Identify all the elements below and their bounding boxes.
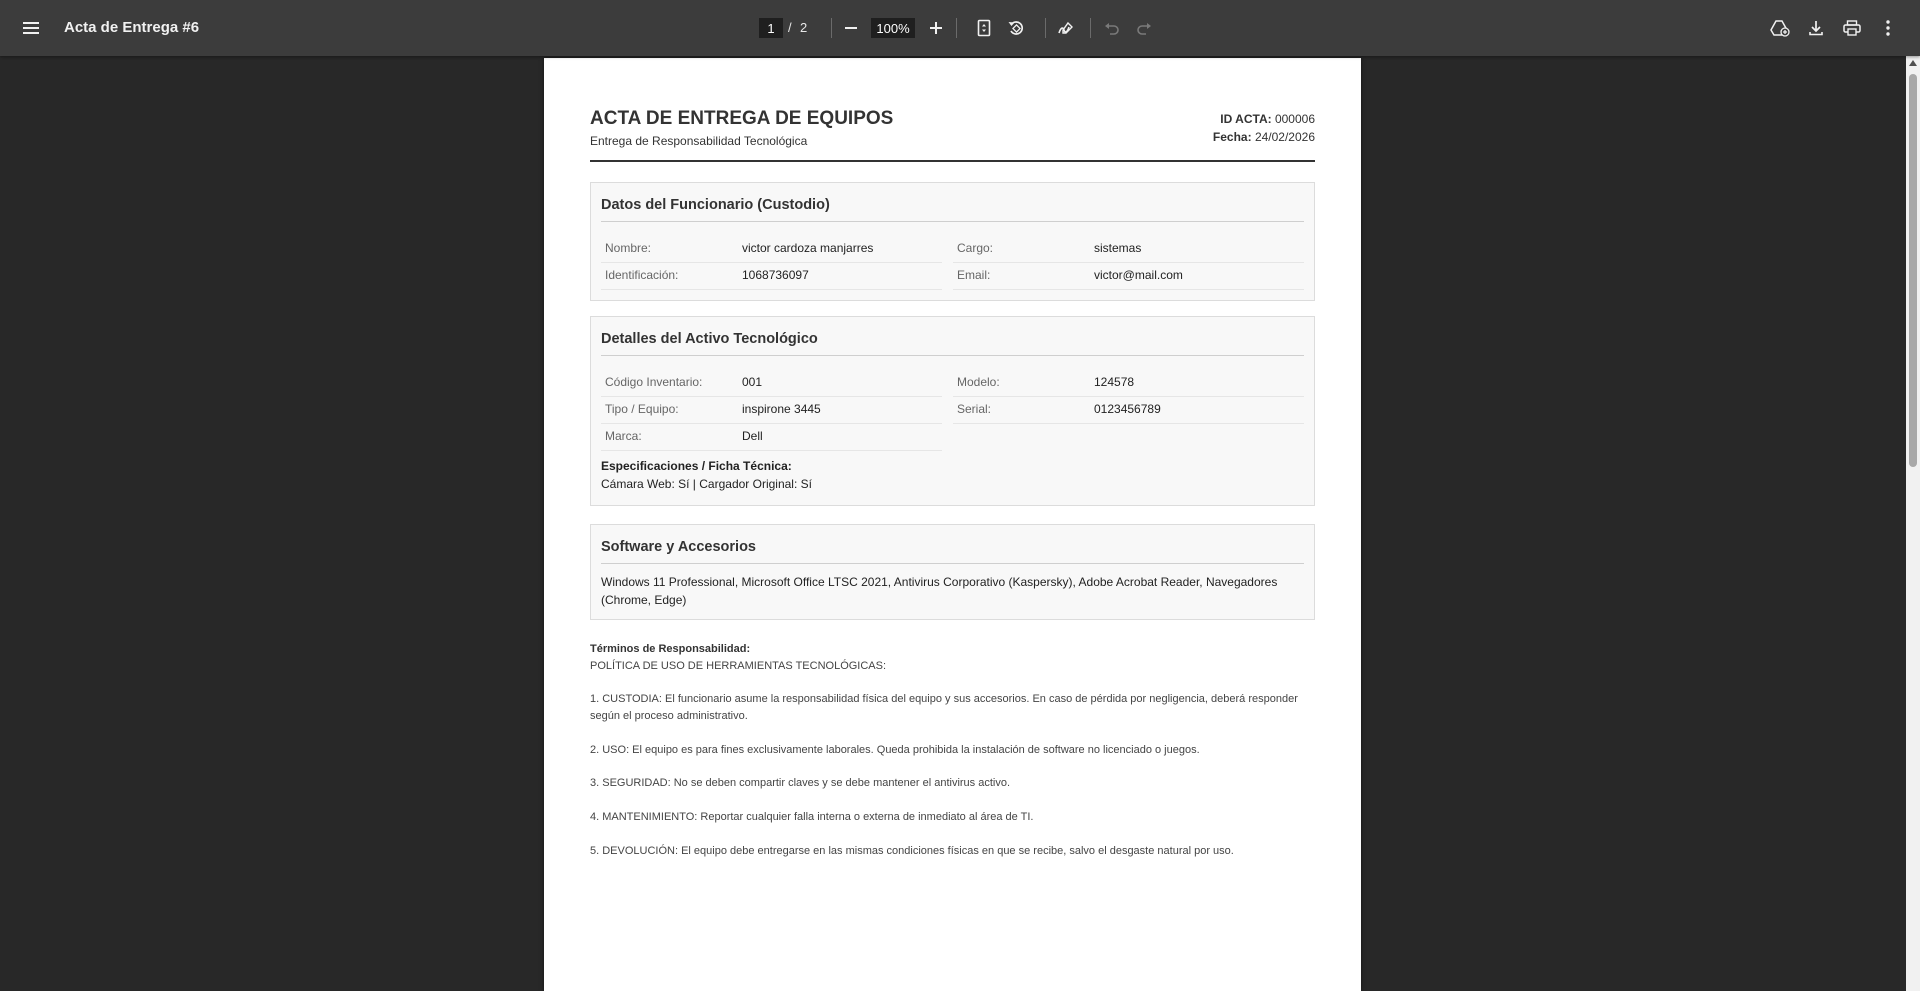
more-options-icon[interactable] — [1874, 14, 1902, 42]
field-label: Modelo: — [957, 375, 1000, 389]
field-row — [953, 369, 1304, 397]
field-label: Identificación: — [605, 268, 679, 282]
save-to-drive-icon[interactable] — [1766, 14, 1794, 42]
download-icon[interactable] — [1802, 14, 1830, 42]
field-value: 001 — [742, 375, 763, 389]
zoom-in-icon[interactable] — [922, 14, 950, 42]
toolbar-divider — [1090, 18, 1091, 38]
field-label: Cargo: — [957, 241, 994, 255]
total-pages: 2 — [800, 20, 808, 35]
field-label: Nombre: — [605, 241, 652, 255]
field-row — [601, 262, 942, 290]
field-row — [953, 262, 1304, 290]
field-row — [953, 396, 1304, 424]
terms-block — [590, 641, 1315, 859]
field-value: 0123456789 — [1094, 402, 1161, 416]
zoom-input[interactable] — [871, 18, 915, 38]
term-item: 4. MANTENIMIENTO: Reportar cualquier falla interna o externa de inmediato al área de TI. — [590, 810, 1034, 823]
field-label: Tipo / Equipo: — [605, 402, 679, 416]
document-title: Acta de Entrega #6 — [64, 19, 200, 36]
toolbar-divider — [831, 18, 832, 38]
toolbar-divider — [956, 18, 957, 38]
field-value: 124578 — [1094, 375, 1135, 389]
scroll-up-arrow-icon[interactable] — [1909, 60, 1917, 66]
term-item: 2. USO: El equipo es para fines exclusivamente laborales. Queda prohibida la instalación de software no licenciado o juegos. — [590, 743, 1200, 756]
section-title: Detalles del Activo Tecnológico — [601, 331, 1304, 356]
software-text: Windows 11 Professional, Microsoft Office LTSC 2021, Antivirus Corporativo (Kaspersky), Adobe Acrobat Reader, Navegadores (Chrome, Edge) — [601, 575, 1278, 607]
menu-icon[interactable] — [18, 14, 46, 42]
undo-icon[interactable] — [1098, 14, 1126, 42]
rotate-icon[interactable] — [1002, 14, 1030, 42]
document-subtitle: Entrega de Responsabilidad Tecnológica — [590, 134, 808, 148]
id-value: 000006 — [1274, 112, 1315, 126]
policy-heading: POLÍTICA DE USO DE HERRAMIENTAS TECNOLÓGICAS: — [590, 659, 887, 672]
terms-heading: Términos de Responsabilidad: — [590, 643, 751, 655]
annotate-icon[interactable] — [1052, 14, 1080, 42]
field-value: Dell — [742, 429, 763, 443]
pdf-page — [544, 58, 1361, 991]
field-value: victor cardoza manjarres — [742, 241, 874, 255]
software-section — [590, 524, 1315, 620]
term-item: 5. DEVOLUCIÓN: El equipo debe entregarse en las mismas condiciones físicas en que se recibe, salvo el desgaste natural por uso. — [590, 844, 1234, 857]
date-label: Fecha: — [1212, 130, 1252, 144]
field-label: Email: — [957, 268, 991, 282]
id-label: ID ACTA: — [1220, 112, 1272, 126]
pdf-toolbar — [0, 0, 1920, 56]
page-separator: / — [788, 20, 792, 35]
vertical-scrollbar[interactable] — [1906, 56, 1920, 991]
field-label: Código Inventario: — [605, 375, 703, 389]
field-row — [601, 396, 942, 424]
redo-icon[interactable] — [1130, 14, 1158, 42]
print-icon[interactable] — [1838, 14, 1866, 42]
field-row — [953, 235, 1304, 263]
spec-value: Cámara Web: Sí | Cargador Original: Sí — [601, 477, 812, 491]
field-value: sistemas — [1094, 241, 1142, 255]
employee-section — [590, 182, 1315, 301]
term-item: 1. CUSTODIA: El funcionario asume la responsabilidad física del equipo y sus accesorios. En caso de pérdida por negligencia, deberá responder según el proceso administrativo. — [590, 693, 1298, 723]
field-row — [601, 235, 942, 263]
spec-title: Especificaciones / Ficha Técnica: — [601, 459, 792, 473]
document-meta — [1213, 110, 1315, 146]
field-value: victor@mail.com — [1094, 268, 1183, 282]
section-title: Datos del Funcionario (Custodio) — [601, 197, 1304, 222]
field-label: Serial: — [957, 402, 992, 416]
field-row — [601, 369, 942, 397]
page-number-input[interactable] — [759, 18, 783, 38]
document-header — [590, 108, 1315, 162]
date-value: 24/02/2026 — [1254, 130, 1315, 144]
scrollbar-thumb[interactable] — [1909, 74, 1917, 467]
fit-page-icon[interactable] — [970, 14, 998, 42]
document-heading: ACTA DE ENTREGA DE EQUIPOS — [590, 108, 894, 129]
field-value: 1068736097 — [742, 268, 809, 282]
field-row — [601, 423, 942, 451]
toolbar-divider — [1045, 18, 1046, 38]
section-title: Software y Accesorios — [601, 539, 1304, 564]
asset-section — [590, 316, 1315, 506]
term-item: 3. SEGURIDAD: No se deben compartir claves y se debe mantener el antivirus activo. — [590, 777, 1011, 790]
field-value: inspirone 3445 — [742, 402, 821, 416]
zoom-out-icon[interactable] — [837, 14, 865, 42]
field-label: Marca: — [605, 429, 642, 443]
